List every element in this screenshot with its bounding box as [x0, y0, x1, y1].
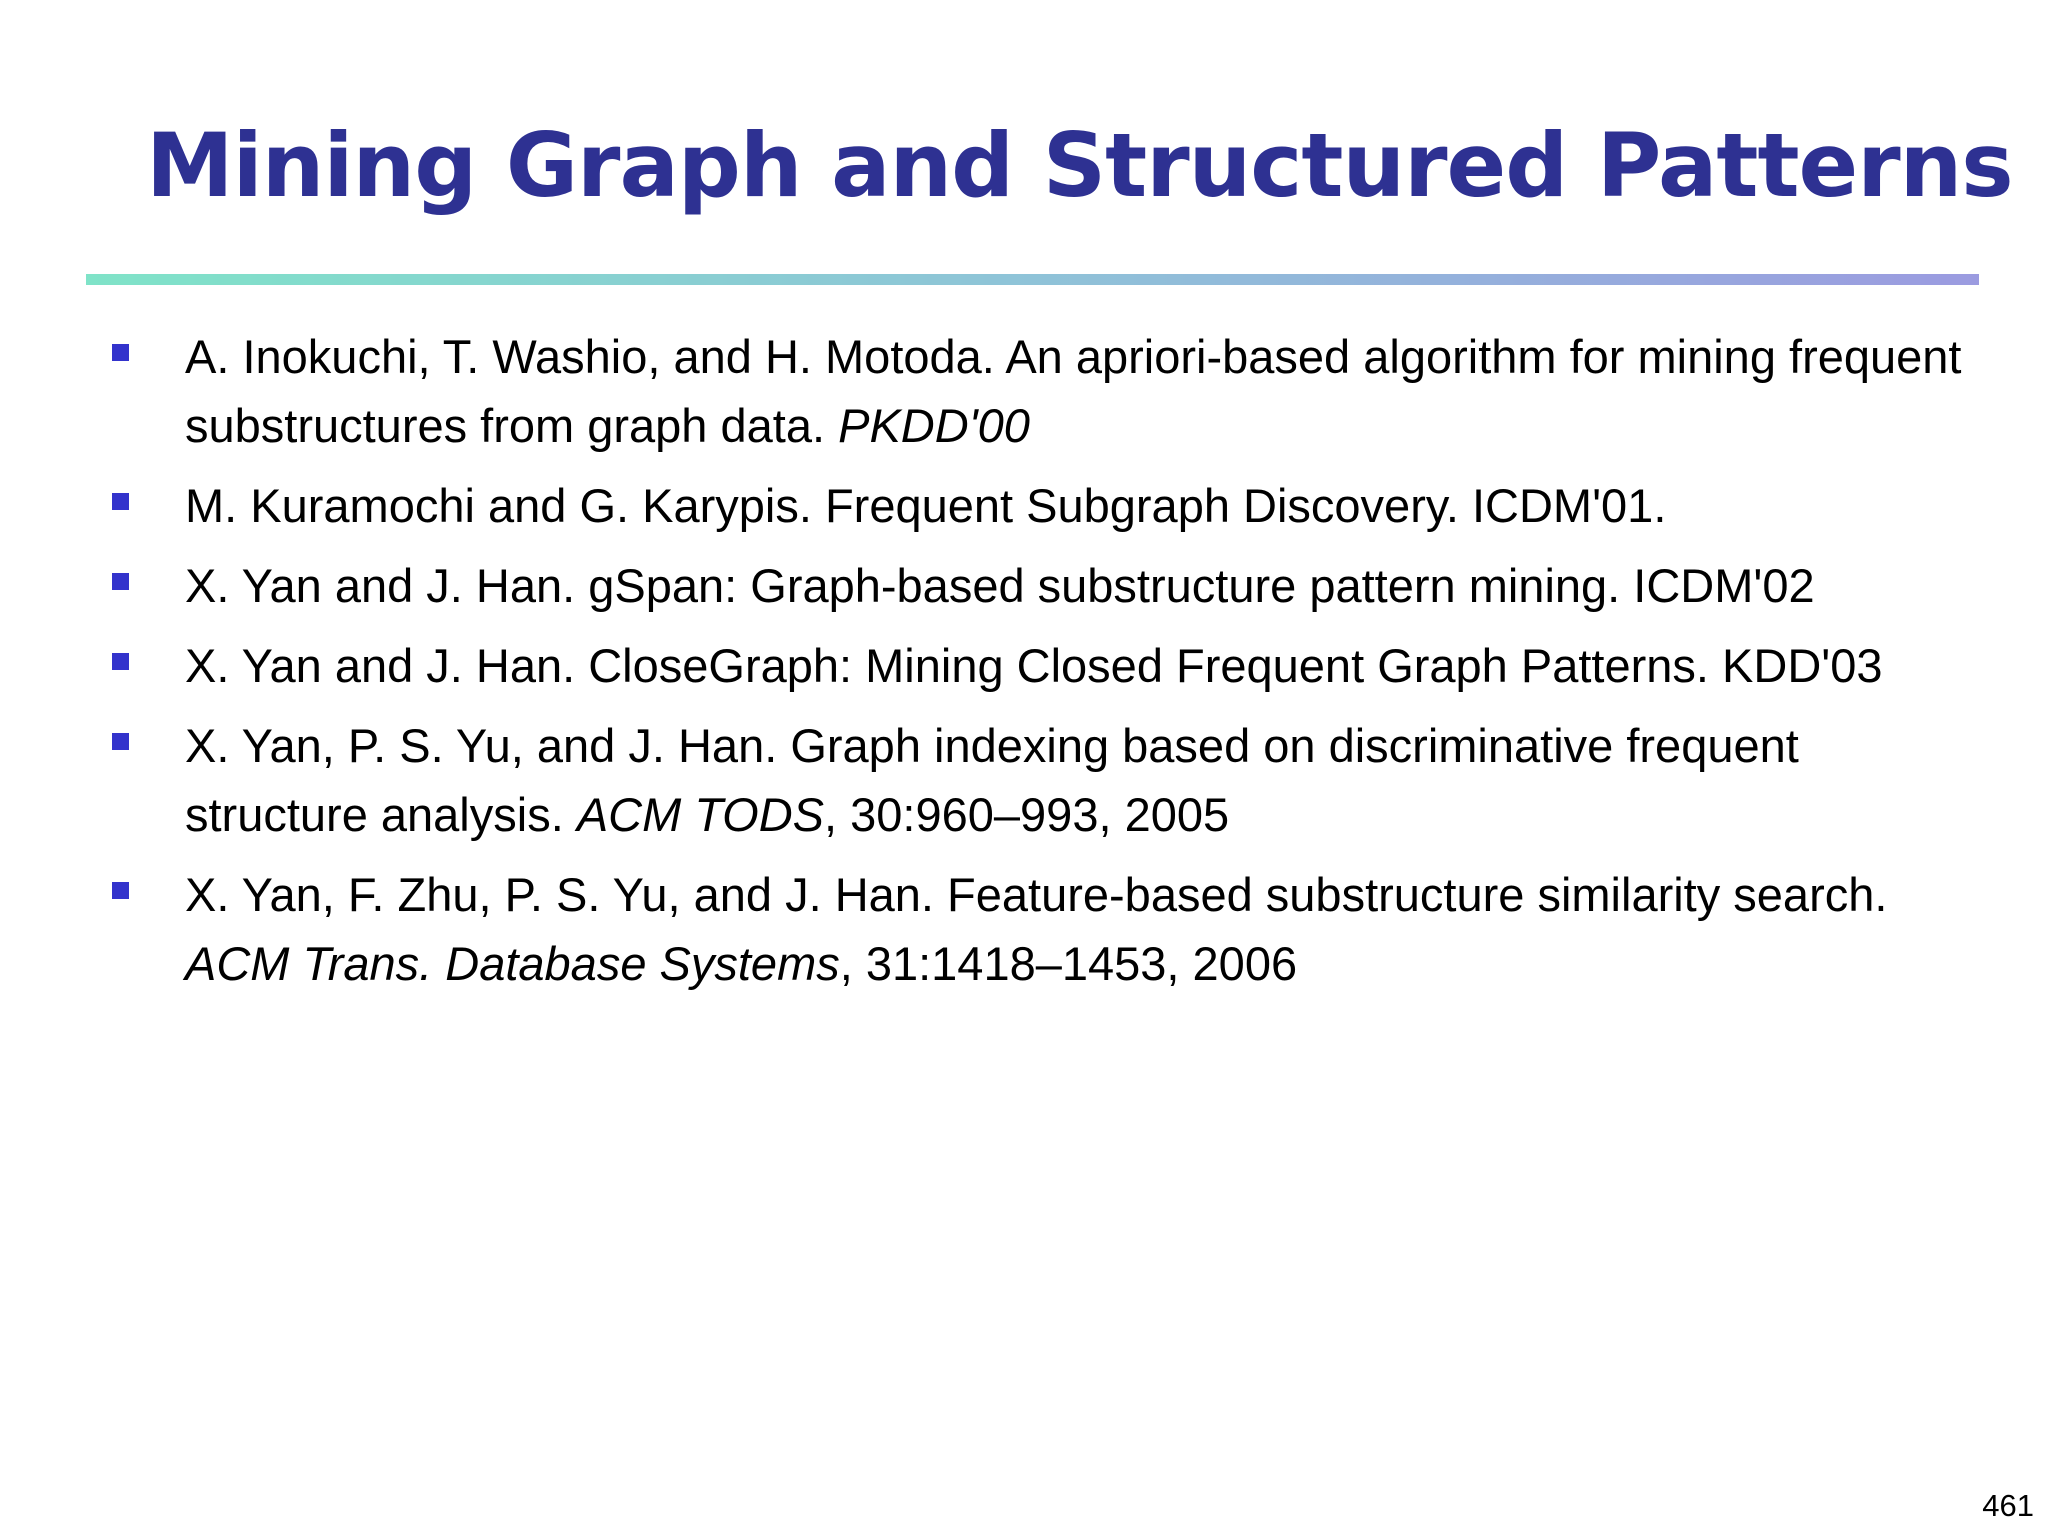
square-bullet-icon: [112, 733, 129, 750]
reference-item: [106, 631, 1986, 700]
reference-item: [106, 471, 1986, 540]
reference-item: [106, 322, 1986, 460]
reference-text: [185, 479, 1666, 532]
reference-segment: A. Inokuchi, T. Washio, and H. Motoda. An apriori-based algorithm for mining frequent substructures from graph data.: [185, 330, 1962, 452]
reference-text: [185, 868, 1887, 990]
square-bullet-icon: [112, 573, 129, 590]
reference-venue: ACM Trans. Database Systems: [185, 937, 840, 990]
square-bullet-icon: [112, 653, 129, 670]
slide-title: Mining Graph and Structured Patterns: [146, 114, 2013, 217]
reference-text: [185, 330, 1961, 452]
reference-item: [106, 711, 1986, 849]
reference-venue: PKDD'00: [838, 399, 1030, 452]
reference-segment: M. Kuramochi and G. Karypis. Frequent Subgraph Discovery. ICDM'01.: [185, 479, 1667, 532]
square-bullet-icon: [112, 493, 129, 510]
reference-text: [185, 639, 1883, 692]
reference-item: [106, 860, 1986, 998]
square-bullet-icon: [112, 344, 129, 361]
reference-text: [185, 559, 1815, 612]
reference-item: [106, 551, 1986, 620]
reference-segment: X. Yan, F. Zhu, P. S. Yu, and J. Han. Feature-based substructure similarity search.: [185, 868, 1888, 921]
reference-segment: , 31:1418–1453, 2006: [839, 937, 1298, 990]
reference-list: [106, 322, 1986, 1009]
reference-segment: X. Yan, P. S. Yu, and J. Han. Graph indexing based on discriminative frequent structure analysis.: [185, 719, 1799, 841]
slide-number: 461: [1982, 1488, 2034, 1523]
reference-segment: , 30:960–993, 2005: [824, 788, 1230, 841]
reference-text: [185, 719, 1799, 841]
reference-venue: ACM TODS: [576, 788, 825, 841]
reference-segment: X. Yan and J. Han. CloseGraph: Mining Closed Frequent Graph Patterns. KDD'03: [185, 639, 1883, 692]
title-divider: [86, 274, 1979, 285]
reference-segment: X. Yan and J. Han. gSpan: Graph-based substructure pattern mining. ICDM'02: [185, 559, 1815, 612]
square-bullet-icon: [112, 882, 129, 899]
